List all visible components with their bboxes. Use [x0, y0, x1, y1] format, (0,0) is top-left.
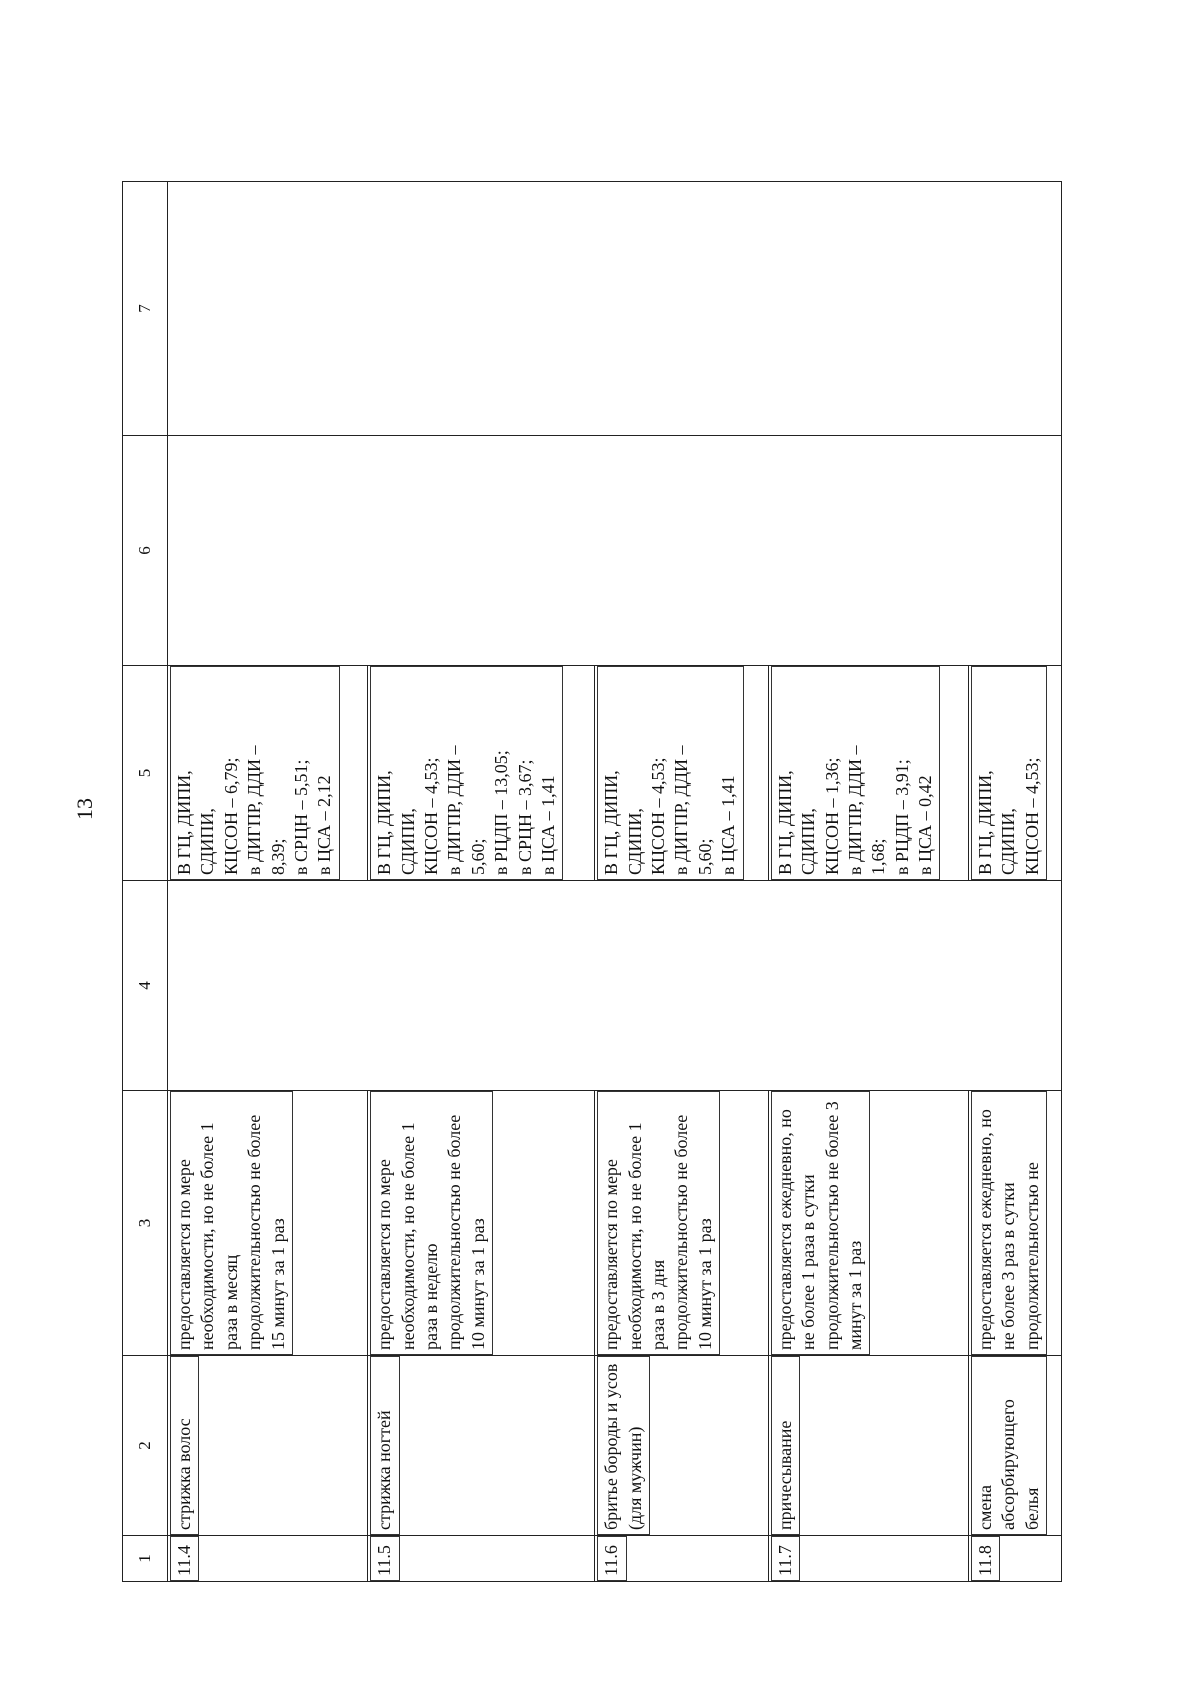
- cell-box: [597, 1536, 626, 1581]
- row-number-text: 11.4: [174, 1545, 194, 1576]
- col-header-1: 1: [123, 1536, 168, 1582]
- row-number-text: 11.6: [601, 1545, 622, 1576]
- cell-box: [971, 1356, 1047, 1535]
- row-number-text: 11.7: [774, 1545, 795, 1576]
- norms-cell: [368, 666, 595, 881]
- cell-box: [771, 1091, 871, 1355]
- col-header-2: 2: [123, 1356, 168, 1536]
- service-condition-text: предоставляется по мере необходимости, но не более 1 раза в 3 дня продолжительностью не более 10 минут за 1 раз: [601, 1114, 715, 1350]
- cell-box: [370, 1356, 399, 1535]
- norms-text: В ГЦ, ДИПИ, СДИПИ, КЦСОН – 6,79; в ДИГПР, ДДИ – 8,39; в СРЦН – 5,51; в ЦСА – 2,12: [170, 666, 340, 880]
- row-number-text: 11.8: [974, 1545, 995, 1576]
- service-name-text: стрижка ногтей: [374, 1410, 395, 1530]
- norms-text: В ГЦ, ДИПИ, СДИПИ, КЦСОН – 1,36; в ДИГПР, ДДИ – 1,68; в РЦДП – 3,91; в ЦСА – 0,42: [771, 666, 941, 880]
- header-row: [123, 182, 168, 1582]
- service-name: [968, 1356, 1061, 1536]
- service-condition: [968, 1091, 1061, 1356]
- cell-box: [597, 1356, 650, 1535]
- norms-cell: [768, 666, 968, 881]
- row-number: [968, 1536, 1061, 1582]
- service-condition-text: предоставляется по мере необходимости, но не более 1 раза в неделю продолжительностью не более 10 минут за 1 раз: [374, 1114, 488, 1350]
- row-number: [768, 1536, 968, 1582]
- service-name: [595, 1356, 768, 1536]
- service-condition: [168, 1091, 368, 1356]
- col-header-3: 3: [123, 1091, 168, 1356]
- service-condition: [595, 1091, 768, 1356]
- service-name-text: стрижка волос: [174, 1418, 194, 1530]
- services-table: [122, 181, 1062, 1582]
- row-number: [595, 1536, 768, 1582]
- page-number: 13: [72, 798, 97, 820]
- cell-box: [771, 1536, 800, 1581]
- col-header-5: 5: [123, 666, 168, 881]
- cell-box: [370, 1091, 493, 1355]
- service-condition-text: предоставляется ежедневно, но не более 1 раза в сутки продолжительностью не более 3 минут за 1 раз: [774, 1101, 865, 1350]
- table-row: [168, 182, 368, 1582]
- services-table-sheet: [122, 182, 1062, 1582]
- cell-box: [771, 1356, 800, 1535]
- service-condition-text: предоставляется по мере необходимости, но не более 1 раза в месяц продолжительностью не более 15 минут за 1 раз: [174, 1114, 288, 1350]
- row-number: [168, 1536, 368, 1582]
- col6-cell: [168, 436, 1062, 666]
- service-name: [768, 1356, 968, 1536]
- service-condition-text: предоставляется ежедневно, но не более 3 раз в сутки продолжительностью не: [974, 1109, 1042, 1350]
- cell-box: [170, 1091, 293, 1355]
- cell-box: [170, 1356, 199, 1535]
- service-name: [168, 1356, 368, 1536]
- cell-box: [971, 1091, 1047, 1355]
- col-header-7: 7: [123, 182, 168, 436]
- norms-text: В ГЦ, ДИПИ, СДИПИ, КЦСОН – 4,53; в ДИГПР, ДДИ – 5,60; в ЦСА – 1,41: [597, 666, 743, 880]
- norms-text: В ГЦ, ДИПИ, СДИПИ, КЦСОН – 4,53; в ДИГПР, ДДИ – 5,60; в РЦДП – 13,05; в СРЦН – 3,67; в ЦСА – 1,41: [370, 666, 563, 880]
- cell-box: [597, 1091, 720, 1355]
- norms-text: В ГЦ, ДИПИ, СДИПИ, КЦСОН – 4,53;: [971, 666, 1047, 880]
- service-condition: [768, 1091, 968, 1356]
- cell-box: [370, 1536, 399, 1581]
- cell-box: [170, 1536, 199, 1581]
- service-name-text: смена абсорбирующего белья: [974, 1399, 1042, 1530]
- row-number: [368, 1536, 595, 1582]
- service-name-text: бритье бороды и усов (для мужчин): [601, 1363, 645, 1530]
- norms-cell: [968, 666, 1061, 881]
- row-number-text: 11.5: [374, 1545, 395, 1576]
- cell-box: [971, 1536, 1000, 1581]
- col-header-6: 6: [123, 436, 168, 666]
- service-name-text: причесывание: [774, 1420, 795, 1530]
- service-condition: [368, 1091, 595, 1356]
- col7-cell: [168, 182, 1062, 436]
- col4-cell: [168, 881, 1062, 1091]
- norms-cell: [168, 666, 368, 881]
- service-name: [368, 1356, 595, 1536]
- norms-cell: [595, 666, 768, 881]
- col-header-4: 4: [123, 881, 168, 1091]
